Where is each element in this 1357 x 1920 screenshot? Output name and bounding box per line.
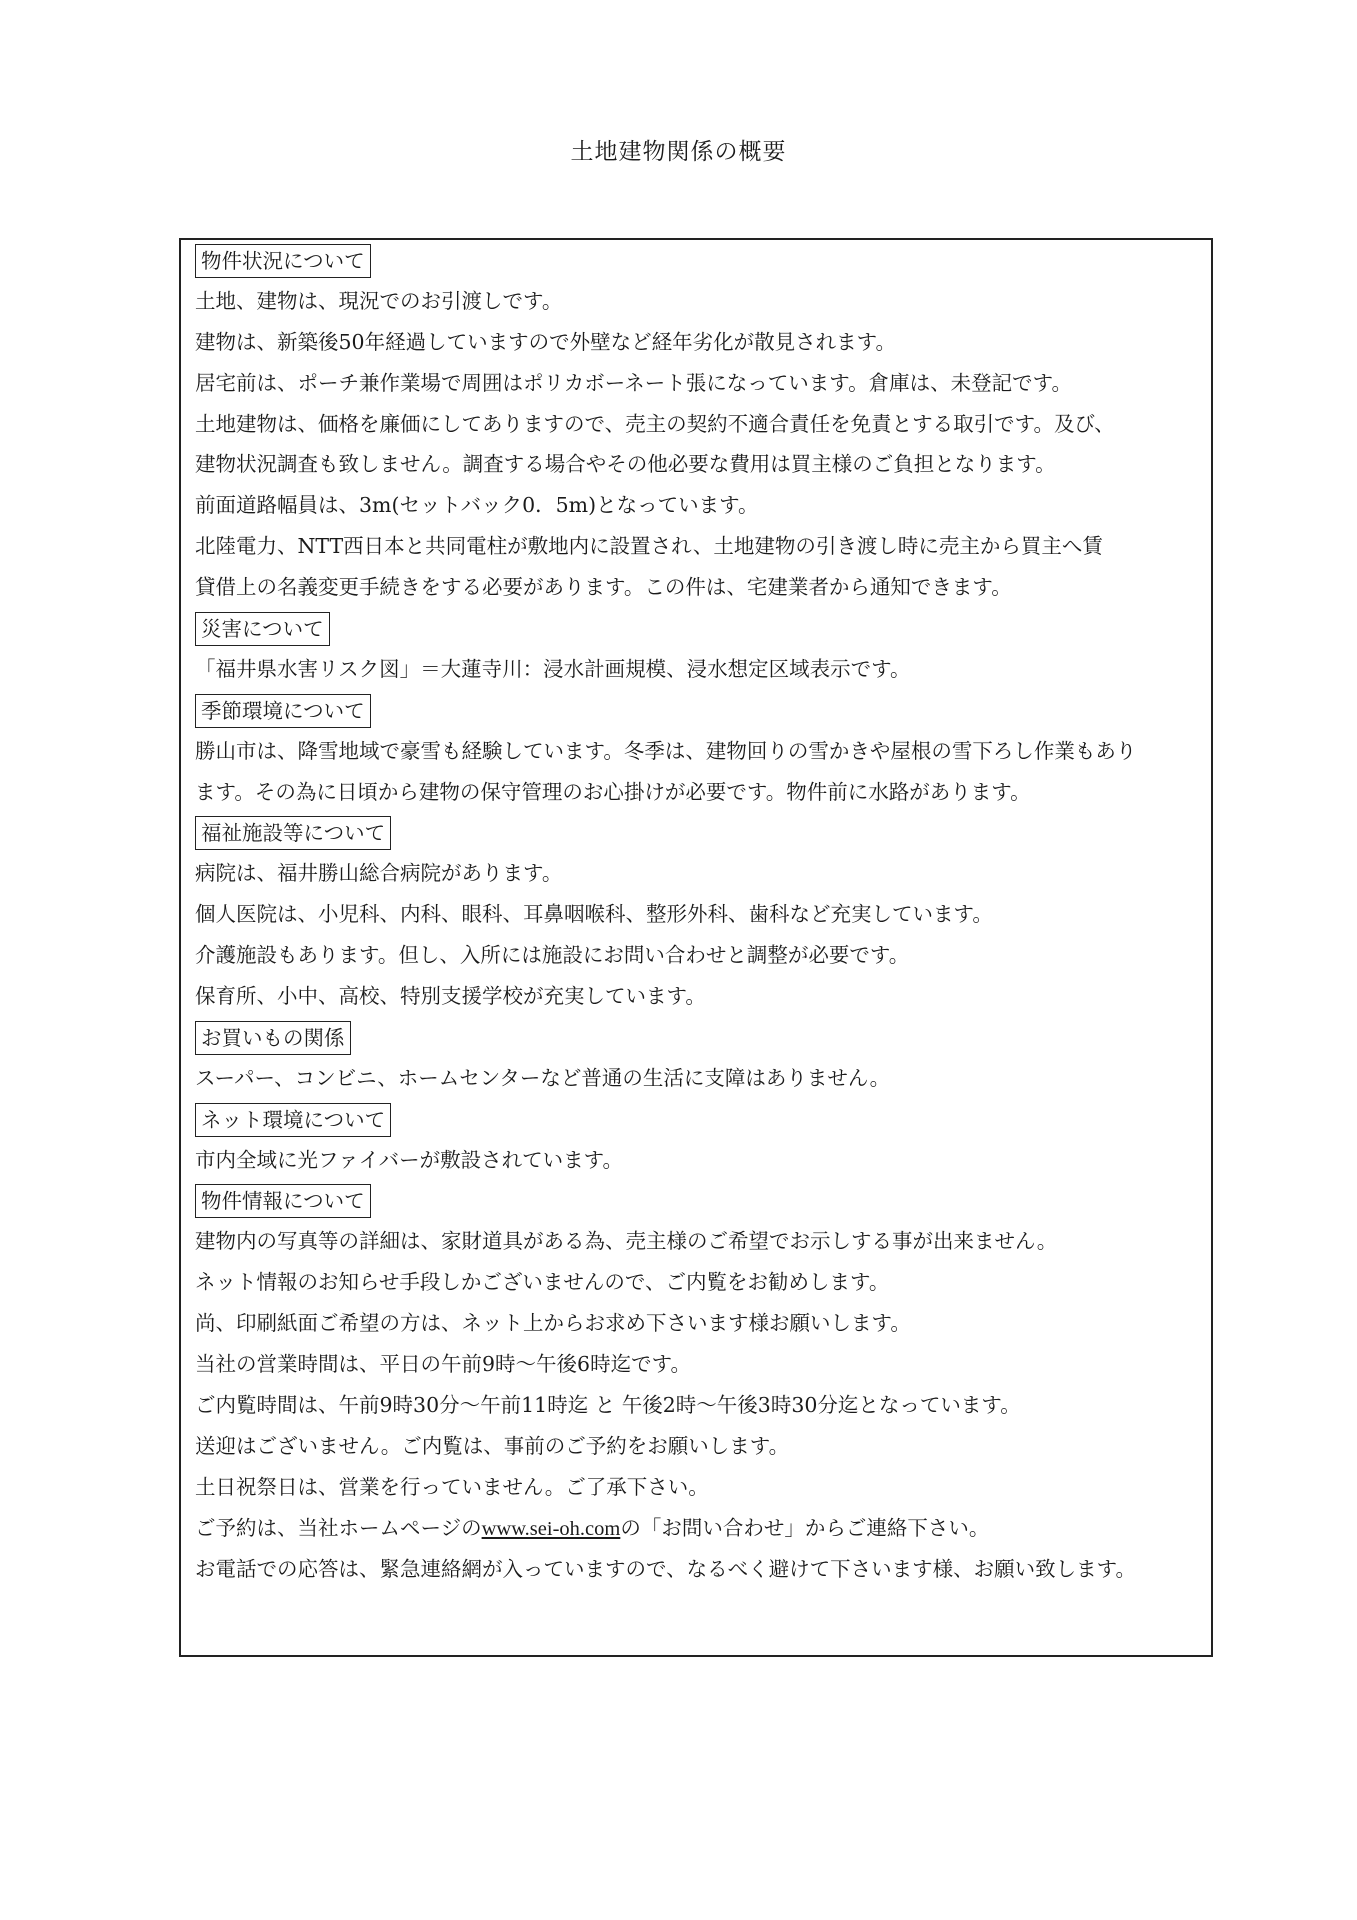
section-heading-shopping: お買いもの関係 [195, 1017, 1207, 1058]
text-line: 貸借上の名義変更手続きをする必要があります。この件は、宅建業者から通知できます。 [195, 575, 1012, 600]
text-line: 病院は、福井勝山総合病院があります。 [195, 861, 563, 886]
text-line: 土地、建物は、現況でのお引渡しです。 [195, 288, 563, 313]
text-line: 保育所、小中、高校、特別支援学校が充実しています。 [195, 984, 706, 1009]
text-line: お電話での応答は、緊急連絡網が入っていますので、なるべく避けて下さいます様、お願い致します。 [195, 1556, 1136, 1581]
text-line: 北陸電力、NTT西日本と共同電柱が敷地内に設置され、土地建物の引き渡し時に売主から買主へ賃 [195, 534, 1103, 559]
text-line: ご内覧時間は、午前9時30分～午前11時迄 と 午後2時～午後3時30分迄となっています。 [195, 1392, 1021, 1417]
text-line: 当社の営業時間は、平日の午前9時～午後6時迄です。 [195, 1352, 691, 1377]
page-title: 土地建物関係の概要 [570, 139, 787, 165]
text-line: スーパー、コンビニ、ホームセンターなど普通の生活に支障はありません。 [195, 1065, 891, 1090]
text-line: 勝山市は、降雪地域で豪雪も経験しています。冬季は、建物回りの雪かきや屋根の雪下ろし作業もあり [195, 738, 1137, 763]
text-line: 建物内の写真等の詳細は、家財道具がある為、売主様のご希望でお示しする事が出来ません。 [195, 1229, 1058, 1254]
section-heading-info: 物件情報について [195, 1180, 1207, 1221]
overview-box [179, 238, 1213, 1657]
text-line: 土日祝祭日は、営業を行っていません。ご了承下さい。 [195, 1474, 709, 1499]
section-heading-season: 季節環境について [195, 690, 1207, 731]
text-line: 介護施設もあります。但し、入所には施設にお問い合わせと調整が必要です。 [195, 943, 910, 968]
text-line: 尚、印刷紙面ご希望の方は、ネット上からお求め下さいます様お願いします。 [195, 1311, 911, 1336]
text-line: 居宅前は、ポーチ兼作業場で周囲はポリカボーネート張になっています。倉庫は、未登記です。 [195, 370, 1072, 395]
text-line: 建物は、新築後50年経過していますので外壁など経年劣化が散見されます。 [195, 329, 896, 354]
text-line: ネット情報のお知らせ手段しかございませんので、ご内覧をお勧めします。 [195, 1270, 890, 1295]
text-line: ます。その為に日頃から建物の保守管理のお心掛けが必要です。物件前に水路があります。 [195, 779, 1031, 804]
text-line: 市内全域に光ファイバーが敷設されています。 [195, 1147, 624, 1172]
text-line: 前面道路幅員は、3m(セットバック0．5m)となっています。 [195, 493, 759, 518]
text-line: 個人医院は、小児科、内科、眼科、耳鼻咽喉科、整形外科、歯科など充実しています。 [195, 902, 993, 927]
website-link[interactable]: www.sei-oh.com [481, 1517, 621, 1540]
text-line: 土地建物は、価格を廉価にしてありますので、売主の契約不適合責任を免責とする取引です。及び、 [195, 411, 1115, 436]
reservation-prefix: ご予約は、当社ホームページの [195, 1515, 482, 1540]
text-line: 建物状況調査も致しません。調査する場合やその他必要な費用は買主様のご負担となります。 [195, 452, 1056, 477]
overview-content [195, 240, 1207, 1589]
section-heading-welfare: 福祉施設等について [195, 812, 1207, 853]
text-line: 「福井県水害リスク図」＝大蓮寺川：浸水計画規模、浸水想定区域表示です。 [195, 656, 911, 681]
text-line: 送迎はございません。ご内覧は、事前のご予約をお願いします。 [195, 1433, 790, 1458]
section-heading-network: ネット環境について [195, 1099, 1207, 1140]
section-heading-property: 物件状況について [195, 240, 1207, 281]
reservation-line [195, 1508, 1207, 1549]
reservation-suffix: の「お問い合わせ」からご連絡下さい。 [620, 1515, 990, 1540]
section-heading-disaster: 災害について [195, 608, 1207, 649]
